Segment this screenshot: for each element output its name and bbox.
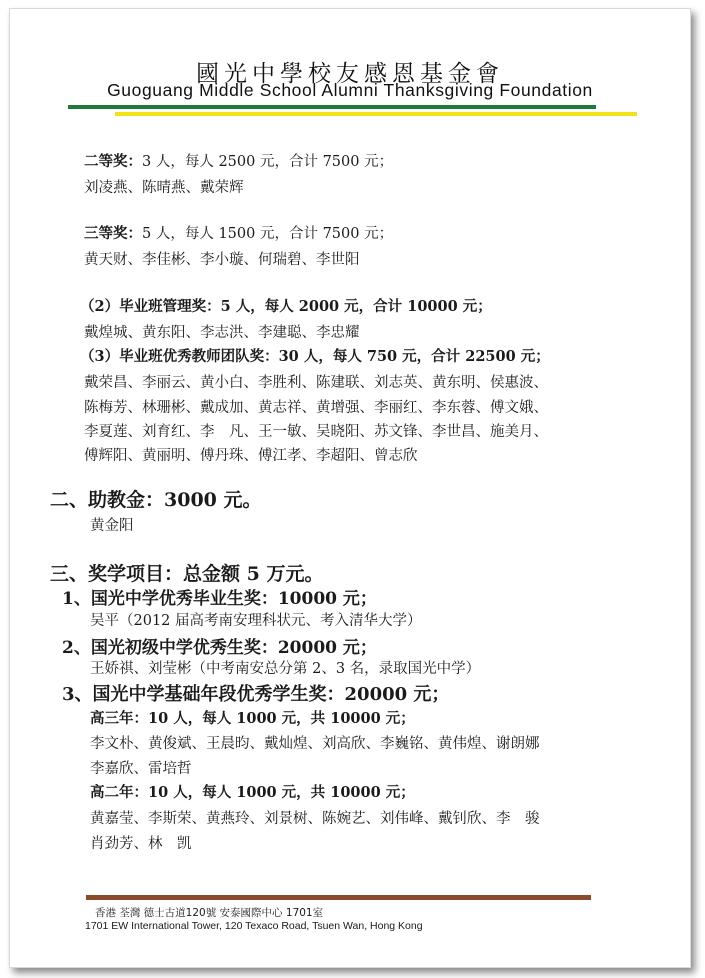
grade2-heading: 高二年：10 人，每人 1000 元，共 10000 元； — [90, 784, 415, 801]
third-prize-detail: 5 人，每人 1500 元，合计 7500 元； — [142, 226, 394, 242]
scholarship-item2-detail: 王娇祺、刘莹彬（中考南安总分第 2、3 名，录取国光中学） — [90, 661, 481, 677]
grade3-heading: 高三年：10 人，每人 1000 元，共 10000 元； — [90, 710, 415, 727]
class-management-heading: （2）毕业班管理奖：5 人，每人 2000 元，合计 10000 元； — [80, 298, 492, 315]
teacher-team-heading: （3）毕业班优秀教师团队奖：30 人，每人 750 元，合计 22500 元； — [80, 348, 550, 365]
header-rule-green — [68, 105, 596, 109]
teacher-team-names-line: 傅辉阳、黄丽明、傅丹珠、傅江孝、李超阳、曾志欣 — [84, 448, 418, 464]
class-management-names: 戴煌城、黄东阳、李志洪、李建聪、李忠耀 — [84, 325, 360, 341]
scholarship-item1-heading: 1、国光中学优秀毕业生奖：10000 元； — [62, 589, 377, 609]
assistant-fund-names: 黄金阳 — [90, 518, 134, 534]
scholarship-item2-heading: 2、国光初级中学优秀生奖：20000 元； — [62, 638, 377, 658]
grade2-names-line: 肖劲芳、林 凯 — [90, 836, 192, 852]
grade3-names-line: 李文朴、黄俊斌、王晨昀、戴灿煌、刘高欣、李巍铭、黄伟煌、谢朗娜 — [90, 736, 540, 752]
foundation-title-en: Guoguang Middle School Alumni Thanksgiving Foundation — [107, 80, 593, 100]
teacher-team-names-line: 陈梅芳、林珊彬、戴成加、黄志祥、黄增强、李丽红、李东蓉、傅文娥、 — [84, 400, 548, 416]
second-prize-detail: 3 人，每人 2500 元，合计 7500 元； — [142, 154, 394, 170]
scholarship-item3-heading: 3、国光中学基础年段优秀学生奖：20000 元； — [62, 684, 450, 705]
second-prize-label: 二等奖： — [84, 153, 142, 170]
second-prize-names: 刘凌燕、陈晴燕、戴荣辉 — [84, 180, 244, 196]
third-prize-line — [84, 222, 393, 243]
grade3-names-line: 李嘉欣、雷培哲 — [90, 761, 192, 777]
third-prize-label: 三等奖： — [84, 225, 142, 242]
foundation-title-cn: 國光中學校友感恩基金會 — [196, 61, 504, 87]
footer-rule — [86, 895, 591, 900]
footer-address-en: 1701 EW International Tower, 120 Texaco Road, Tsuen Wan, Hong Kong — [85, 920, 423, 932]
assistant-fund-heading: 二、助教金：3000 元。 — [50, 489, 262, 511]
footer-address-cn: 香港 荃灣 德士古道120號 安泰國際中心 1701室 — [95, 907, 324, 919]
scholarship-heading: 三、奖学项目：总金额 5 万元。 — [50, 563, 324, 585]
teacher-team-names-line: 李夏莲、刘育红、李 凡、王一敏、吴晓阳、苏文锋、李世昌、施美月、 — [84, 424, 548, 440]
second-prize-line — [84, 150, 393, 171]
teacher-team-names-line: 戴荣昌、李丽云、黄小白、李胜利、陈建联、刘志英、黄东明、侯惠波、 — [84, 375, 548, 391]
header-rule-yellow — [115, 112, 637, 116]
scholarship-item1-detail: 吴平（2012 届高考南安理科状元、考入清华大学） — [90, 613, 422, 629]
grade2-names-line: 黄嘉莹、李斯荣、黄燕玲、刘景树、陈婉艺、刘伟峰、戴钊欣、李 骏 — [90, 811, 540, 827]
letterhead-page — [9, 8, 691, 968]
third-prize-names: 黄天财、李佳彬、李小璇、何瑞碧、李世阳 — [84, 252, 360, 268]
